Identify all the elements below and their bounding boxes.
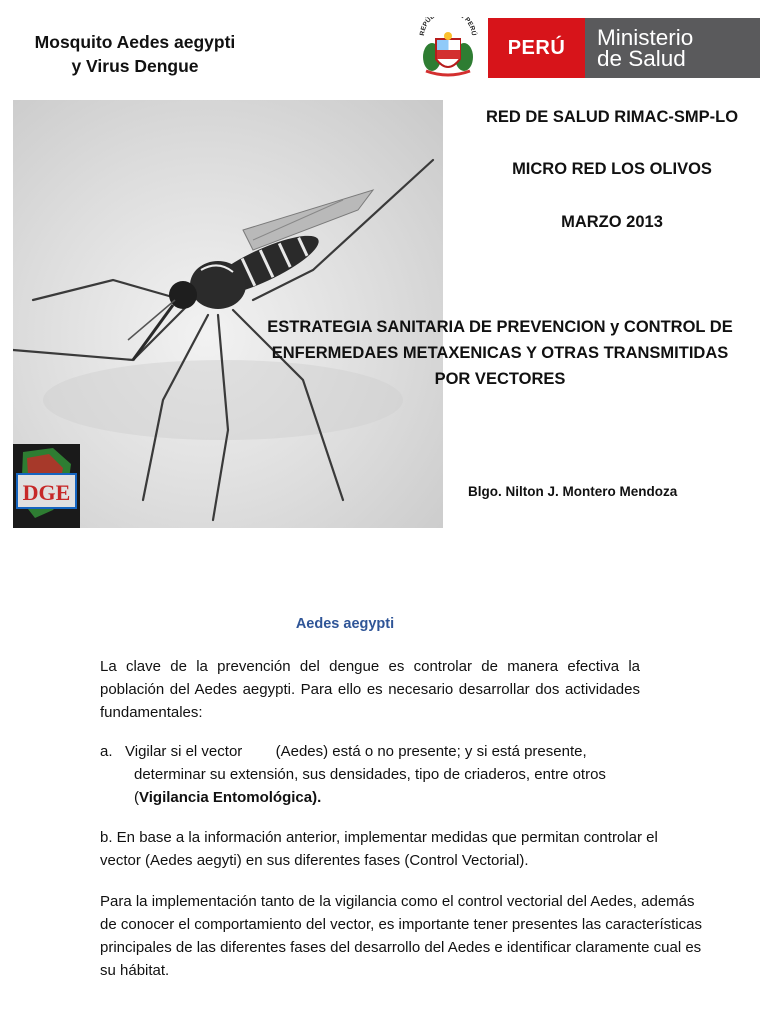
strategy-line-2: ENFERMEDAES METAXENICAS Y OTRAS TRANSMITIDAS — [271, 344, 729, 362]
micro-network-name: MICRO RED LOS OLIVOS — [512, 160, 712, 178]
dge-logo-text: DGE — [22, 480, 71, 505]
item-a-line-3 — [100, 786, 660, 809]
vigilancia-entomologica-label: Vigilancia Entomológica — [139, 789, 313, 806]
peru-label: PERÚ — [488, 18, 585, 78]
document-date: MARZO 2013 — [561, 213, 663, 231]
strategy-line-3: POR VECTORES — [434, 370, 566, 388]
title-line-2: y Virus Dengue — [71, 56, 199, 76]
ministry-line-2: de Salud — [597, 46, 686, 71]
list-item-b: b. En base a la información anterior, implementar medidas que permitan controlar el vector (Aedes aegyti) en sus diferentes fases (Control Vectorial). — [100, 829, 658, 869]
coat-of-arms-icon — [412, 17, 484, 79]
document-title — [10, 30, 260, 78]
item-a-paren-open: ( — [134, 789, 139, 806]
author-name: Blgo. Nilton J. Montero Mendoza — [468, 484, 678, 499]
item-a-line-2: determinar su extensión, sus densidades, tipo de criaderos, entre otros — [134, 766, 606, 783]
strategy-title — [244, 314, 756, 392]
ministry-line-1: Ministerio — [597, 25, 694, 50]
network-name: RED DE SALUD RIMAC-SMP-LO — [485, 108, 739, 126]
section-heading: Aedes aegypti — [295, 616, 395, 632]
dge-logo — [13, 444, 80, 528]
list-item-a — [100, 740, 660, 809]
strategy-line-1: ESTRATEGIA SANITARIA DE PREVENCION y CONTROL DE — [267, 318, 733, 336]
item-a-paren-close: ). — [312, 789, 322, 806]
closing-paragraph: Para la implementación tanto de la vigilancia como el control vectorial del Aedes, además de conocer el comportamiento del vector, es importante tener presentes las características principales de las diferentes fases del desarrollo del Aedes e identificar claramente cual es su hábitat. — [100, 893, 702, 979]
intro-paragraph: La clave de la prevención del dengue es controlar de manera efectiva la población del Aedes aegypti. Para ello es necesario desarrollar dos actividades fundamentales: — [100, 658, 640, 721]
item-a-line-1: a. Vigilar si el vector (Aedes) está o no presente; y si está presente, — [100, 743, 587, 760]
title-line-1: Mosquito Aedes aegypti — [34, 32, 236, 52]
ministry-of-health-logo — [412, 17, 760, 79]
ministry-label — [585, 18, 760, 78]
shield-caption: REPÚ PERÚ — [418, 17, 478, 37]
